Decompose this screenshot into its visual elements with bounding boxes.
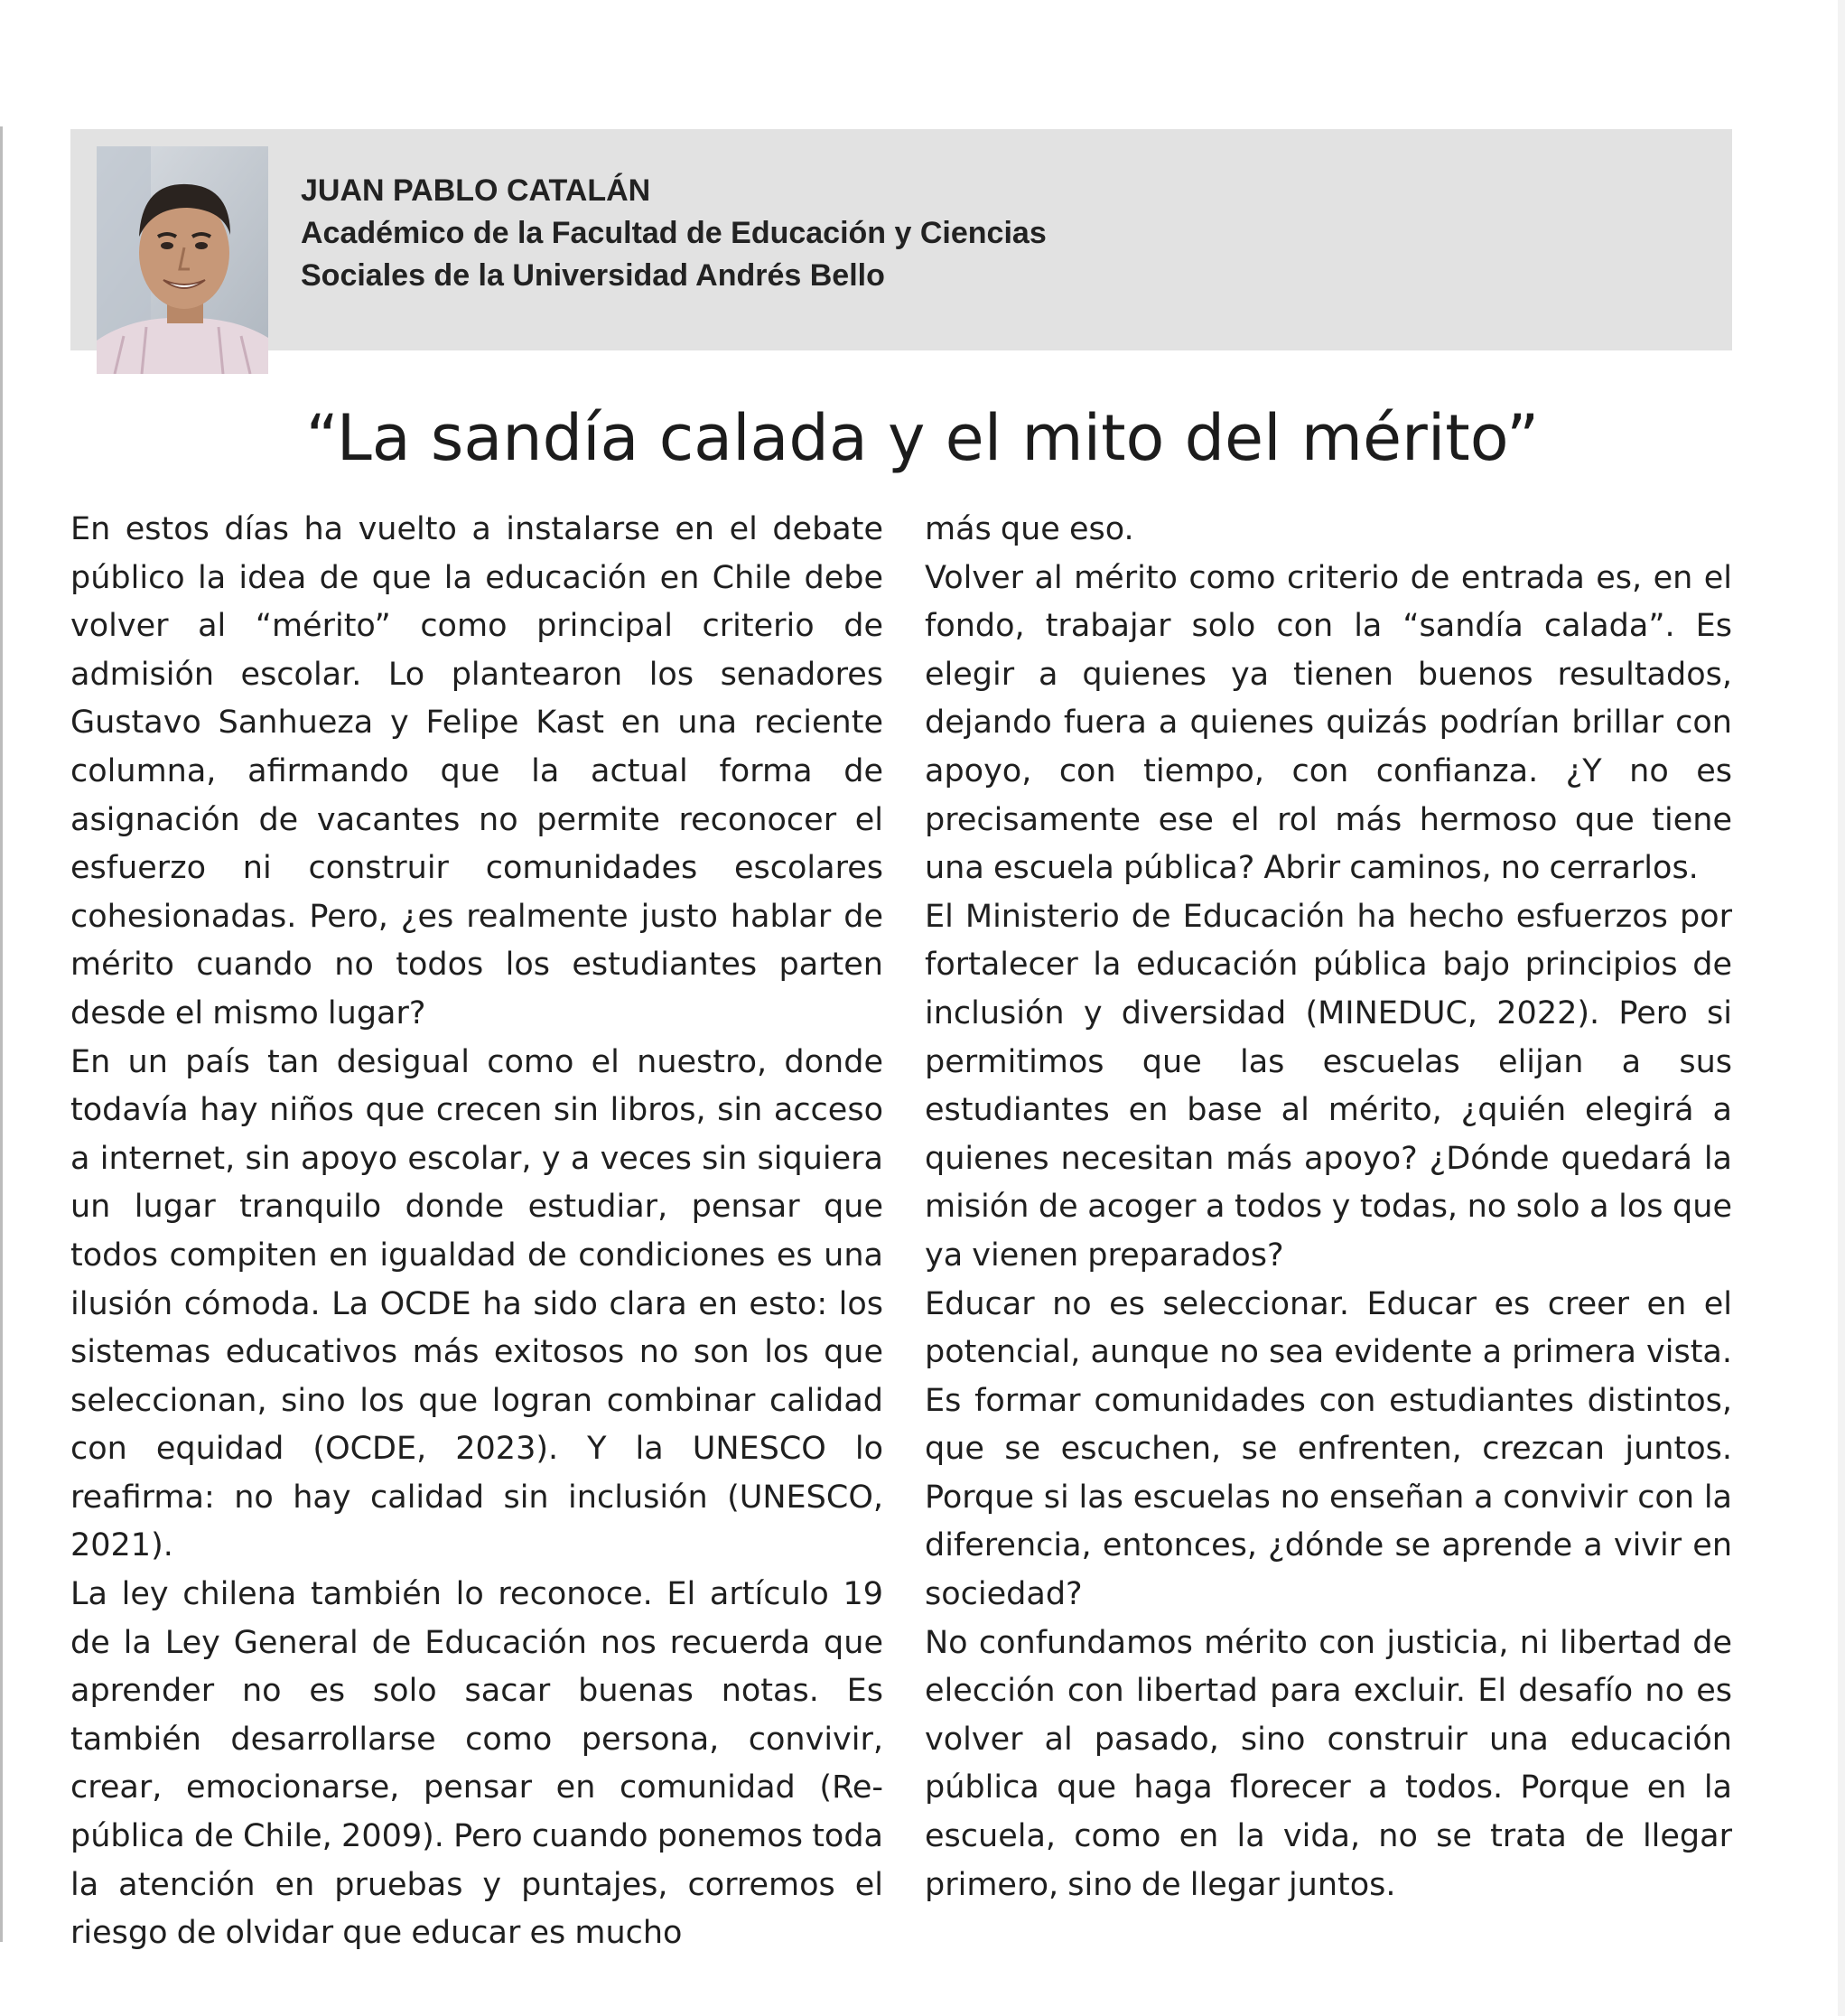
paragraph: La ley chilena también lo reconoce. El artículo 19 de la Ley General de Educación nos recuerda que aprender no es solo sacar buenas notas. Es también desarrollarse como persona, convivir, crear, emocionarse, pensar en comunidad (República de Chile, 2009). Pero cuando ponemos toda la atención en pruebas y puntajes, corremos el riesgo de olvidar que educar es mucho <box>70 1576 883 1952</box>
author-photo <box>97 146 268 374</box>
paragraph: No confundamos mérito con justicia, ni libertad de elección con libertad para excluir. El desafío no es volver al pasado, sino construir una educación pública que haga florecer a todos. Porque en la escuela, como en la vida, no se trata de llegar primero, sino de llegar juntos. <box>925 1624 1732 1903</box>
article-title: “La sandía calada y el mito del mérito” <box>305 401 1540 475</box>
author-role-line-2: Sociales de la Universidad Andrés Bello <box>301 258 885 293</box>
paragraph: Educar no es seleccionar. Educar es creer en el potencial, aunque no sea evidente a primera vista. Es formar comunidades con estudiantes distintos, que se escuchen, se enfrenten, crezcan juntos. Porque si las escuelas no enseñan a convivir con la diferencia, entonces, ¿dónde se aprende a vivir en sociedad? <box>925 1285 1732 1613</box>
paragraph: Volver al mérito como criterio de entrada es, en el fondo, trabajar solo con la “sandía calada”. Es elegir a quienes ya tienen buenos resultados, dejando fuera a quienes quizás podrían brillar con apoyo, con tiempo, con confianza. ¿Y no es precisamente ese el rol más hermoso que tiene una escuela pública? Abrir caminos, no cerrarlos. <box>925 559 1732 887</box>
article-column-right <box>925 506 1732 1909</box>
paragraph: más que eso. <box>925 511 1134 547</box>
page-right-edge <box>1838 0 1845 2016</box>
paragraph: En un país tan desigual como el nuestro, donde todavía hay niños que crecen sin libros, sin acceso a internet, sin apoyo escolar, y a veces sin siquiera un lugar tranquilo donde estudiar, pensar que todos compiten en igualdad de condiciones es una ilusión cómoda. La OCDE ha sido clara en esto: los sistemas educativos más exitosos no son los que seleccionan, sino los que logran combinar calidad con equidad (OCDE, 2023). Y la UNESCO lo reafirma: no hay calidad sin inclusión (UNESCO, 2021). <box>70 1043 883 1564</box>
author-name: JUAN PABLO CATALÁN <box>301 173 651 208</box>
paragraph: El Ministerio de Educación ha hecho esfuerzos por fortalecer la educación pública bajo principios de inclusión y diversidad (MINEDUC, 2022). Pero si permitimos que las escuelas elijan a sus estudiantes en base al mérito, ¿quién elegirá a quienes necesitan más apoyo? ¿Dónde quedará la misión de acoger a todos y todas, no solo a los que ya vienen preparados? <box>925 898 1732 1274</box>
article-column-left <box>70 506 883 1958</box>
paragraph: En estos días ha vuelto a instalarse en el debate público la idea de que la educación en Chile debe volver al “mérito” como principal criterio de admisión escolar. Lo plantearon los senadores Gustavo Sanhueza y Felipe Kast en una reciente columna, afirmando que la actual forma de asignación de vacantes no permite reconocer el esfuerzo ni construir comunidades escolares cohesionadas. Pero, ¿es realmente justo hablar de mérito cuando no todos los estudiantes parten desde el mismo lugar? <box>70 511 883 1031</box>
author-role-line-1: Académico de la Facultad de Educación y Ciencias <box>301 216 1047 250</box>
author-byline <box>301 170 1565 297</box>
